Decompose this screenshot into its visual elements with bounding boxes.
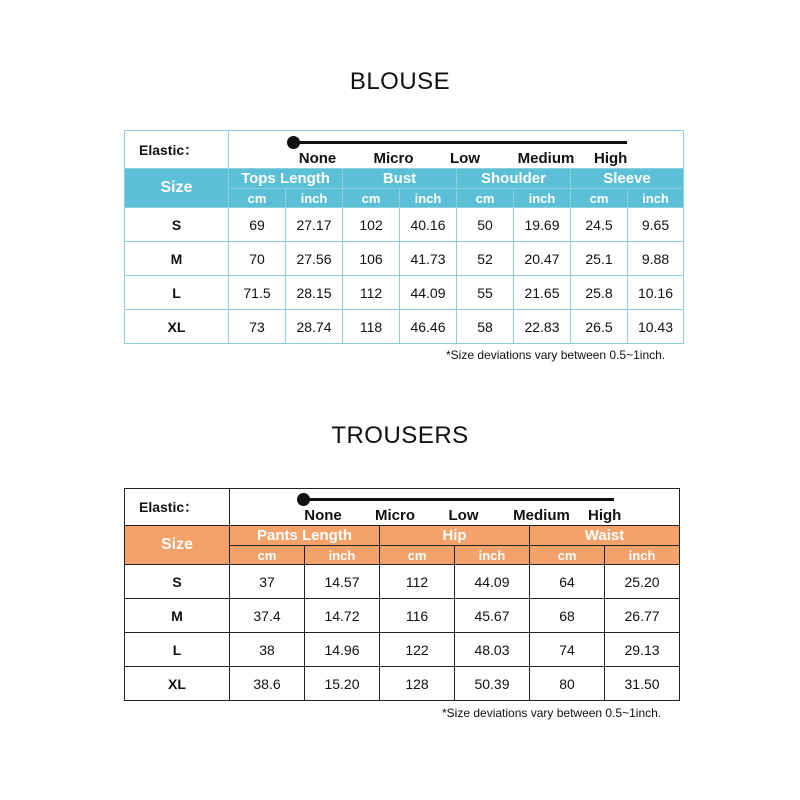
elastic-level-none: None [304,507,342,524]
elastic-level-micro: Micro [373,150,414,167]
table-cell: 28.15 [286,276,343,310]
size-label: L [125,276,229,310]
table-row [125,208,684,242]
unit-header: inch [628,189,684,208]
table-cell: 74 [530,633,605,667]
unit-header: cm [530,546,605,565]
unit-header: cm [457,189,514,208]
size-label: S [125,208,229,242]
table-cell: 55 [457,276,514,310]
table-cell: 80 [530,667,605,701]
elastic-level-micro: Micro [374,507,415,524]
elastic-level-none: None [298,150,337,167]
size-label: XL [125,310,229,344]
unit-header: inch [514,189,571,208]
elastic-levels [280,150,627,167]
table-cell: 50.39 [455,667,530,701]
size-header: Size [125,526,230,565]
table-cell: 68 [530,599,605,633]
elastic-levels [288,507,621,524]
table-cell: 9.88 [628,242,684,276]
table-cell: 102 [343,208,400,242]
table-cell: 45.67 [455,599,530,633]
table-cell: 44.09 [455,565,530,599]
blouse-size-table [124,130,684,344]
group-header-shoulder: Shoulder [457,169,571,189]
table-cell: 15.20 [305,667,380,701]
table-cell: 24.5 [571,208,628,242]
unit-header: inch [286,189,343,208]
table-cell: 26.5 [571,310,628,344]
table-cell: 10.16 [628,276,684,310]
table-cell: 112 [343,276,400,310]
trousers-title: TROUSERS [331,422,469,449]
table-cell: 116 [380,599,455,633]
unit-header: inch [400,189,457,208]
table-cell: 106 [343,242,400,276]
unit-header: cm [229,189,286,208]
table-cell: 28.74 [286,310,343,344]
group-header-bust: Bust [343,169,457,189]
table-row [125,633,680,667]
group-header-hip: Hip [380,526,530,546]
elastic-scale-line [289,141,627,144]
blouse-size-note: *Size deviations vary between 0.5~1inch. [446,348,666,362]
table-cell: 71.5 [229,276,286,310]
table-cell: 27.56 [286,242,343,276]
table-cell: 21.65 [514,276,571,310]
group-header-waist: Waist [530,526,680,546]
size-label: M [125,242,229,276]
table-cell: 20.47 [514,242,571,276]
table-cell: 19.69 [514,208,571,242]
elastic-label: Elastic： [125,131,229,169]
table-cell: 14.72 [305,599,380,633]
table-cell: 14.57 [305,565,380,599]
table-cell: 122 [380,633,455,667]
table-row [125,667,680,701]
group-header-pants-length: Pants Length [230,526,380,546]
table-cell: 118 [343,310,400,344]
unit-header: inch [605,546,680,565]
unit-header: cm [571,189,628,208]
elastic-label: Elastic： [125,489,230,526]
table-cell: 37.4 [230,599,305,633]
elastic-level-low: Low [450,150,480,167]
elastic-level-medium: Medium [517,150,575,167]
unit-header: cm [230,546,305,565]
group-header-tops-length: Tops Length [229,169,343,189]
size-label: L [125,633,230,667]
table-cell: 31.50 [605,667,680,701]
table-cell: 46.46 [400,310,457,344]
table-cell: 10.43 [628,310,684,344]
table-cell: 9.65 [628,208,684,242]
elastic-level-low: Low [448,507,479,524]
trousers-size-table [124,488,680,701]
table-cell: 27.17 [286,208,343,242]
table-cell: 29.13 [605,633,680,667]
table-cell: 41.73 [400,242,457,276]
elastic-scale-line [298,498,614,501]
table-cell: 25.1 [571,242,628,276]
elastic-level-high: High [594,150,628,167]
elastic-scale-marker [287,136,300,149]
table-cell: 37 [230,565,305,599]
table-cell: 69 [229,208,286,242]
table-cell: 25.20 [605,565,680,599]
table-cell: 48.03 [455,633,530,667]
table-row [125,599,680,633]
table-cell: 112 [380,565,455,599]
unit-header: inch [455,546,530,565]
table-cell: 44.09 [400,276,457,310]
elastic-scale [230,489,680,526]
unit-header: cm [380,546,455,565]
table-cell: 22.83 [514,310,571,344]
unit-header: cm [343,189,400,208]
elastic-level-high: High [588,507,622,524]
table-cell: 38 [230,633,305,667]
group-header-sleeve: Sleeve [571,169,684,189]
table-row [125,242,684,276]
blouse-title: BLOUSE [349,68,451,95]
table-row [125,310,684,344]
table-cell: 50 [457,208,514,242]
size-label: S [125,565,230,599]
size-label: XL [125,667,230,701]
table-cell: 58 [457,310,514,344]
table-cell: 14.96 [305,633,380,667]
elastic-scale-marker [297,493,310,506]
elastic-level-medium: Medium [513,507,570,524]
size-header: Size [125,169,229,208]
table-cell: 38.6 [230,667,305,701]
table-cell: 52 [457,242,514,276]
table-row [125,565,680,599]
table-cell: 26.77 [605,599,680,633]
table-cell: 70 [229,242,286,276]
trousers-size-note: *Size deviations vary between 0.5~1inch. [442,706,662,720]
size-label: M [125,599,230,633]
unit-header: inch [305,546,380,565]
table-cell: 40.16 [400,208,457,242]
table-cell: 25.8 [571,276,628,310]
table-cell: 128 [380,667,455,701]
table-cell: 64 [530,565,605,599]
table-cell: 73 [229,310,286,344]
table-row [125,276,684,310]
elastic-scale [229,131,684,169]
